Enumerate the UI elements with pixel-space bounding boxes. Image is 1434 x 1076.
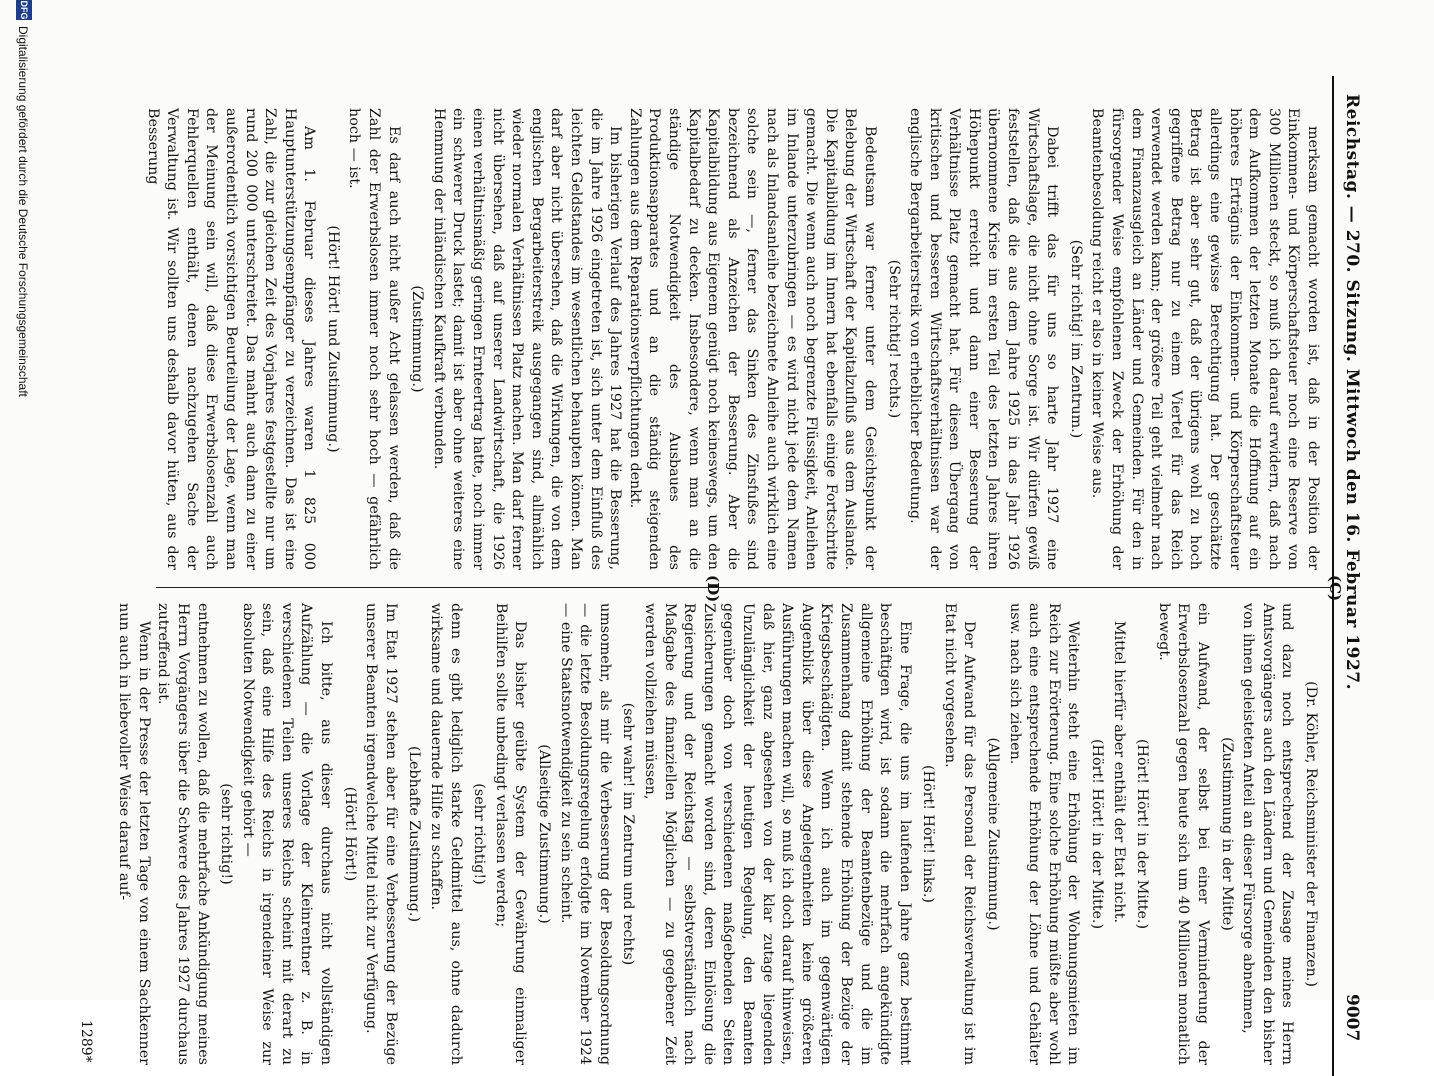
right-column-paragraph: entnehmen zu wollen, daß die mehrfache Ankündigung meines Herrn Vorgängers über die Schwere des Jahres 1927 durchaus zutreffend ist. (155, 603, 211, 1065)
right-column-interjection: (Dr. Köhler, Reichsminister der Finanzen.) (1303, 681, 1319, 987)
left-column-paragraph: Es darf auch nicht außer Acht gelassen werden, daß die Zahl der Erwerbslosen immer noch sehr hoch — gefährlich hoch — ist. (346, 108, 402, 570)
right-column-paragraph: denn es gibt lediglich starke Geldmittel aus, ohne dadurch wirksame und dauernde Hilfe zu schaffen. (428, 603, 464, 1065)
right-column-paragraph: Im Etat 1927 stehen aber für eine Verbesserung der Bezüge unserer Beamten irgendwelche Mittel nicht zur Verfügung. (363, 603, 399, 1065)
right-column-paragraph: Wenn in der Presse der letzten Tage von einem Sachkenner nun auch in liebevoller Weise darauf auf- (116, 603, 152, 1065)
right-column-paragraph: Mittel hierfür aber enthält der Etat nicht. (1110, 621, 1127, 924)
dfg-logo-icon: DFG (16, 0, 32, 20)
right-column-paragraph: Der Aufwand für das Personal der Reichsverwaltung ist im Etat nicht vorgesehen. (941, 603, 978, 1065)
right-column-interjection: (Allseitige Zustimmung.) (536, 744, 553, 924)
right-column-paragraph: Das bisher geübte System der Gewährung einmaliger Beihilfen sollte unbedingt verlassen werden; (492, 603, 529, 1065)
left-column-interjection: (Hört! Hört! und Zustimmung.) (324, 225, 341, 453)
left-column-interjection: (Zustimmung.) (409, 285, 426, 393)
right-column-interjection: (Hört! Hört! in der Mitte.) (1134, 738, 1151, 930)
left-column-interjection: (Sehr richtig! rechts.) (885, 259, 902, 419)
column-number: 9007 (1342, 994, 1362, 1042)
margin-mark-c: (C) (1326, 575, 1344, 602)
digitization-footer (12, 0, 32, 1000)
funding-note: Digitalisierung gefördert durch die Deutsche Forschungsgemeinschaft (16, 26, 30, 397)
right-column-interjection: (Zustimmung in der Mitte) (1218, 737, 1235, 931)
right-column-interjection: (sehr richtig!) (471, 783, 488, 885)
right-column-paragraph: ein Aufwand, der selbst bei einer Verminderung der Erwerbslosenzahl gegen heute sich um 40 Millionen monatlich bewegt. (1155, 603, 1212, 1065)
right-column-interjection: (Lebhafte Zustimmung.) (406, 745, 423, 923)
right-column-interjection: (sehr richtig!) (218, 783, 235, 885)
left-column-paragraph: Im bisherigen Verlauf des Jahres 1927 hat die Besserung, die im Jahre 1926 eingetreten ist, sich unter dem Einfluß des leichten Geldstandes im wesentlichen behaupten können. Man darf aber nicht übersehen, daß die Wirkungen, die von dem englischen Bergarbeiterstreik ausgegangen sind, allmählich wieder normalen Verhältnissen Platz machen. Man darf ferner nicht übersehen, daß auf unserer Landwirtschaft, die 1926 einen verhältnismäßig geringen Ernteertrag hatte, noch immer ein schwerer Druck lastet; damit ist aber ohne weiteres eine Hemmung der inländischen Kaufkraft verbunden. (430, 108, 624, 570)
left-column-paragraph: Am 1. Februar dieses Jahres waren 1 825 000 Hauptunterstützungsempfänger zu verzeichnen. Das ist eine Zahl, die zur gleichen Zeit des Vorjahres festgestellte nur um rund 200 000 unterschreitet. Das mahnt auch dann zu einer außerordentlich vorsichtigen Beurteilung der Lage, wenn man der Meinung sein will, daß diese Erwerbslosenzahl auch Fehlerquellen enthält, denen nachzugehen Sache der Verwaltung ist. Wir sollten uns deshalb davor hüten, aus der Besserung (144, 108, 318, 570)
left-column-interjection: (Sehr richtig! im Zentrum.) (1067, 239, 1084, 439)
left-column-paragraph: Bedeutsam war ferner unter dem Gesichtspunkt der Belebung der Wirtschaft der Kapitalzufluß aus dem Auslande. Die Kapitalbildung im Innern hat ebenfalls einige Fortschritte gemacht. Die wenn auch noch begrenzte Flüssigkeit, Anleihen im Inlande unterzubringen — es wird nicht jede dem Namen nach als Inlandsanleihe bezeichnete Anleihe auch wirklich eine solche sein —, ferner das Sinken des Zinsfußes sind bezeichnend als Anzeichen der Besserung. Aber die Kapitalbildung aus Eigenem genügt noch keineswegs, um den Kapitalbedarf zu decken. Insbesondere, wenn man an die ständige Notwendigkeit des Ausbaues des Produktionsapparates und an die ständig steigenden Zahlungen aus dem Reparationsverpflichtungen denkt. (626, 108, 878, 570)
right-column-paragraph: Eine Frage, die uns im laufenden Jahre ganz bestimmt beschäftigen wird, ist sodann die mehrfach angekündigte allgemeine Erhöhung der Beamtenbezüge und die im Zusammenhang damit stehende Erhöhung der Bezüge der Kriegsbeschädigten. Wenn ich auch im gegenwärtigen Augenblick über diese Angelegenheiten keine größeren Ausführungen machen will, so muß ich doch darauf hinweisen, daß hier, ganz abgesehen von der klar zutage liegenden Unzulänglichkeit der heutigen Regelung, den Beamten gegenüber doch von verschiedenen maßgebenden Seiten Zusicherungen gemacht worden sind, deren Einlösung die Regierung und der Reichstag — selbstverständlich nach Maßgabe des finanziellen Möglichen — zu gegebener Zeit werden vollziehen müssen, (642, 603, 913, 1065)
right-column-interjection: (Allgemeine Zustimmung.) (985, 737, 1002, 931)
right-column-interjection: (Hört! Hört! in der Mitte.) (1089, 738, 1106, 930)
column-divider (156, 587, 1330, 588)
right-column (114, 603, 1322, 1065)
right-column-paragraph: umsomehr, als mir die Verbesserung der Besoldungsordnung — die letzte Besoldungsregelung erfolgte im November 1924 — eine Staatsnotwendigkeit zu sein scheint. (557, 603, 613, 1065)
right-column-interjection: (sehr wahr! im Zentrum und rechts) (620, 702, 637, 966)
right-column-interjection: (Hört! Hört! links.) (920, 765, 937, 903)
left-column-paragraph: Dabei trifft das für uns so harte Jahr 1927 eine Wirtschaftslage, die nicht ohne Sorge ist. Wir dürfen gewiß feststellen, daß die aus dem Jahre 1925 in das Jahr 1926 übernommene Krise im ersten Teil des letzten Jahres ihren Höhepunkt erreicht und dann einer Besserung der Verhältnisse Platz gemacht hat. Für diesen Übergang von kritischen und besseren Wirtschaftsverhältnissen war der englische Bergarbeiterstreik von erheblicher Bedeutung. (907, 108, 1061, 570)
right-column-paragraph: und dazu noch entsprechend der Zusage meines Herrn Amtsvorgängers auch den Ländern und Gemeinden den bisher von ihnen geleisteten Anteil an dieser Fürsorge abnehmen, (1240, 603, 1296, 1065)
left-column (142, 108, 1322, 570)
right-column-paragraph: Weiterhin steht eine Erhöhung der Wohnungsmieten im Reich zur Erörterung. Eine solche Erhöhung müßte aber wohl auch eine entsprechende Erhöhung der Löhne und Gehälter usw. nach sich ziehen. (1006, 603, 1082, 1065)
running-head: Reichstag. — 270. Sitzung. Mittwoch den 16. Februar 1927. (1342, 94, 1362, 691)
margin-mark-d: (D) (704, 575, 722, 603)
left-column-paragraph: merksam gemacht worden ist, daß in der Position der Einkommen- und Körperschaftsteuer noch eine Reserve von 300 Millionen steckt, so muß ich darauf erwidern, daß nach dem Aufkommen der letzten Monate die Hoffnung auf ein höheres Erträgnis der Einkommen- und Körperschaftsteuer allerdings eine gewisse Berechtigung hat. Der geschätzte Betrag ist aber sehr gut, daß der übrigens wohl zu hoch gegriffene Betrag nur zu einem Viertel für das Reich verwendet werden kann; der größere Teil geht vielmehr nach dem Finanzausgleich an Länder und Gemeinden. Für den in fürsorgender Weise empfohlenen Zweck der Erhöhung der Beamtenbesoldung reicht er also in keiner Weise aus. (1089, 108, 1321, 570)
right-column-interjection: (Hört! Hört!) (341, 786, 358, 882)
page-header (1336, 54, 1366, 1056)
right-column-paragraph: Ich bitte, aus dieser durchaus nicht vollständigen Aufzählung — die Vorlage der Kleinrentner z. B. in verschiedenen Teilen unseres Reichs scheint mit derart zu sein, daß eine Hilfe des Reichs in irgendeiner Weise zur absoluten Notwendigkeit gehört — (239, 603, 335, 1065)
page-number: 1289* (78, 1020, 94, 1063)
